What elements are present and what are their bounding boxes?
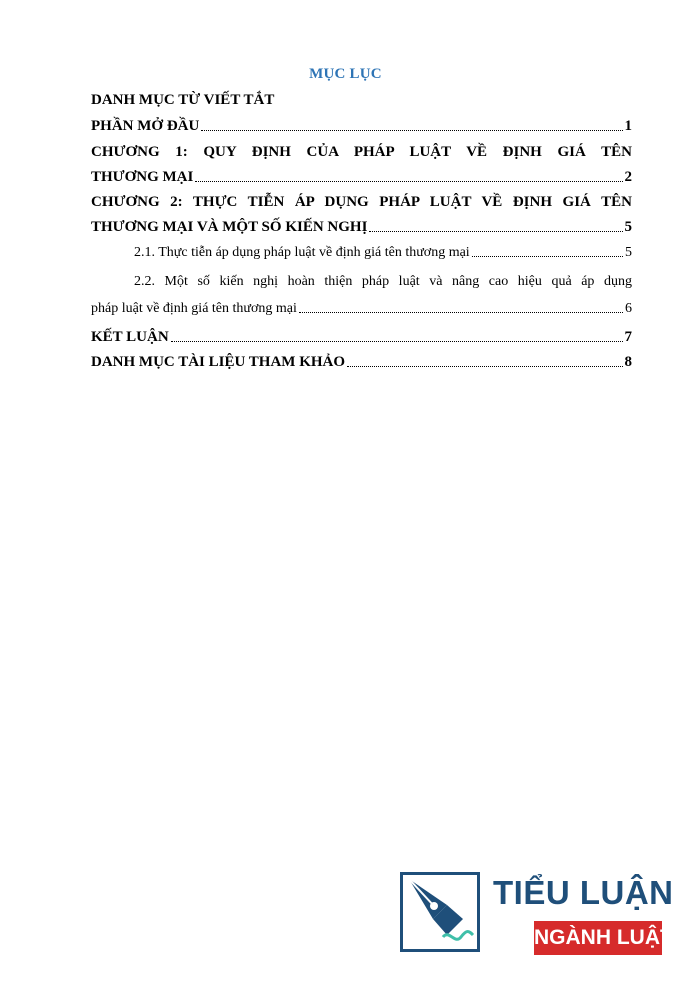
logo-text-top: TIỂU LUẬN <box>493 874 674 911</box>
toc-entry-section-2-2-line1[interactable]: 2.2. Một số kiến nghị hoàn thiện pháp luật và nâng cao hiệu quả áp dụng <box>134 274 632 289</box>
toc-entry-label: pháp luật về định giá tên thương mại <box>91 301 297 316</box>
dot-leader <box>195 180 622 182</box>
toc-entry-label: KẾT LUẬN <box>91 329 169 345</box>
toc-entry-section-2-1[interactable] <box>91 245 632 261</box>
toc-entry-chapter1[interactable] <box>91 169 632 186</box>
toc-entry-label: THƯƠNG MẠI VÀ MỘT SỐ KIẾN NGHỊ <box>91 219 368 235</box>
toc-page-number: 5 <box>625 245 632 260</box>
dot-leader <box>171 340 623 342</box>
toc-page-number: 6 <box>625 301 632 316</box>
toc-entry-chapter1-line1[interactable]: CHƯƠNG 1: QUY ĐỊNH CỦA PHÁP LUẬT VỀ ĐỊNH GIÁ TÊN <box>91 144 632 160</box>
toc-entry-label: THƯƠNG MẠI <box>91 169 194 185</box>
dot-leader <box>299 311 623 313</box>
toc-entry-section-2-2[interactable] <box>91 301 632 317</box>
toc-entry-label: DANH MỤC TÀI LIỆU THAM KHẢO <box>91 354 346 370</box>
dot-leader <box>347 365 622 367</box>
toc-entry-chapter2[interactable] <box>91 219 632 236</box>
toc-page-number: 5 <box>624 219 632 235</box>
toc-entry-conclusion[interactable] <box>91 329 632 346</box>
toc-entry-references[interactable] <box>91 354 632 371</box>
toc-page-number: 8 <box>624 354 632 370</box>
toc-entry-label: PHẦN MỞ ĐẦU <box>91 118 200 134</box>
toc-page-number: 7 <box>624 329 632 345</box>
toc-entry-chapter2-line1[interactable]: CHƯƠNG 2: THỰC TIỄN ÁP DỤNG PHÁP LUẬT VỀ ĐỊNH GIÁ TÊN <box>91 194 632 210</box>
dot-leader <box>201 129 622 131</box>
toc-entry-intro[interactable] <box>91 118 632 135</box>
toc-page-number: 2 <box>624 169 632 185</box>
toc-page-number: 1 <box>624 118 632 134</box>
logo-icon-frame <box>400 872 480 952</box>
site-logo <box>400 872 674 958</box>
toc-entry-label: 2.1. Thực tiễn áp dụng pháp luật về định giá tên thương mại <box>134 245 470 260</box>
dot-leader <box>472 255 623 257</box>
logo-text-bottom: NGÀNH LUẬT <box>534 921 662 955</box>
dot-leader <box>369 230 622 232</box>
toc-abbreviations[interactable]: DANH MỤC TỪ VIẾT TẮT <box>91 92 275 108</box>
fountain-pen-nib-icon <box>403 875 477 949</box>
toc-title: MỤC LỤC <box>309 66 382 82</box>
